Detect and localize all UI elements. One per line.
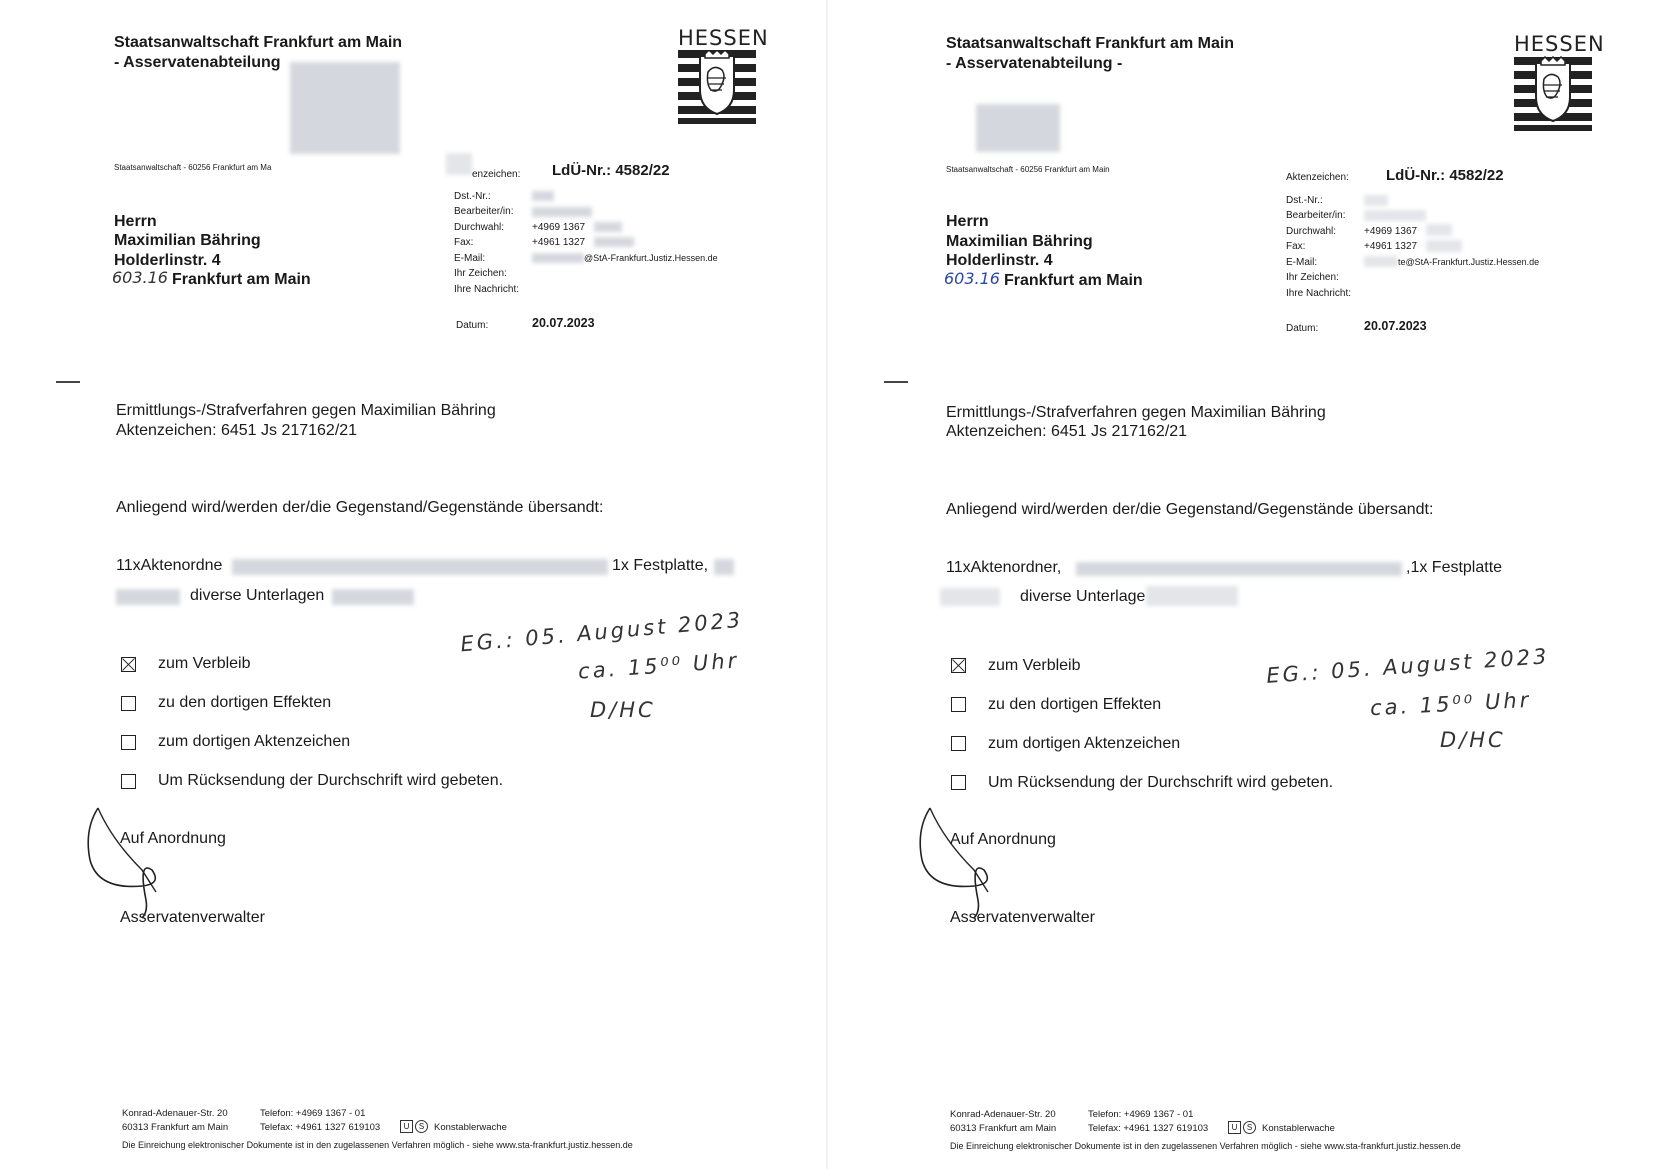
org-department: - Asservatenabteilung -: [946, 55, 1123, 72]
redaction-block: [1076, 562, 1402, 576]
redaction-block: [976, 104, 1060, 152]
aktenzeichen-label: Aktenzeichen:: [1286, 172, 1349, 183]
case-number: Aktenzeichen: 6451 Js 217162/21: [116, 422, 358, 439]
checkbox-verbleib-label: zum Verbleib: [158, 655, 251, 672]
redaction-block: [290, 62, 400, 154]
footer-street: Konrad-Adenauer-Str. 20: [950, 1109, 1056, 1120]
footer-street: Konrad-Adenauer-Str. 20: [122, 1108, 228, 1119]
redaction-block: [532, 207, 592, 217]
redaction-block: [940, 588, 1000, 606]
meta-fax-value: +4961 1327: [532, 237, 586, 248]
org-name: Staatsanwaltschaft Frankfurt am Main: [946, 35, 1235, 52]
ubahn-icon: U: [1228, 1121, 1241, 1134]
footer-city: 60313 Frankfurt am Main: [122, 1122, 229, 1133]
date-value: 20.07.2023: [1364, 319, 1427, 333]
meta-bearbeiter-label: Bearbeiter/in:: [454, 206, 514, 217]
checkbox-ruecksendung[interactable]: [121, 774, 136, 789]
recipient-name: Maximilian Bähring: [114, 232, 261, 249]
subject-line: Ermittlungs-/Strafverfahren gegen Maximilian Bähring: [116, 402, 496, 419]
handwritten-initials: D/HC: [590, 698, 656, 722]
meta-fax-value: +4961 1327: [1364, 241, 1418, 252]
redaction-block: [532, 253, 584, 263]
footer-fax: Telefax: +4961 1327 619103: [260, 1122, 381, 1133]
redaction-block: [532, 191, 554, 201]
signer-role: Asservatenverwalter: [120, 909, 265, 926]
hessen-coat-of-arms-icon: [678, 50, 756, 124]
hessen-coat-of-arms-icon: [1514, 56, 1592, 132]
redaction-block: [232, 559, 608, 575]
case-number: Aktenzeichen: 6451 Js 217162/21: [946, 423, 1188, 440]
meta-ihre-nachricht-label: Ihre Nachricht:: [1286, 288, 1352, 299]
meta-durchwahl-value: +4969 1367: [532, 222, 586, 233]
meta-ihr-zeichen-label: Ihr Zeichen:: [1286, 272, 1339, 283]
recipient-salutation: Herrn: [946, 213, 989, 230]
meta-email-label: E-Mail:: [454, 253, 486, 264]
redaction-block: [1146, 586, 1238, 606]
checkbox-effekten-label: zu den dortigen Effekten: [988, 696, 1162, 713]
recipient-street: Holderlinstr. 4: [114, 252, 221, 269]
sbahn-icon: S: [1243, 1121, 1256, 1134]
redaction-block: [1364, 195, 1388, 206]
footer-phone: Telefon: +4969 1367 - 01: [1088, 1109, 1194, 1120]
letter-page-right: [828, 0, 1654, 1169]
redaction-block: [1364, 210, 1426, 221]
redaction-block: [332, 589, 414, 605]
meta-durchwahl-label: Durchwahl:: [454, 222, 505, 233]
redaction-block: [116, 589, 180, 605]
handwritten-receipt-date: EG.: 05. August 2023: [1265, 644, 1551, 688]
redaction-block: [714, 559, 734, 575]
handwritten-receipt-time: ca. 15⁰⁰ Uhr: [577, 648, 740, 684]
footer-station: Konstablerwache: [1262, 1123, 1335, 1134]
recipient-city: Frankfurt am Main: [172, 271, 311, 288]
items-line-part2: ,1x Festplatte: [1406, 559, 1503, 576]
date-label: Datum:: [1286, 323, 1319, 334]
items-line-part1: 11xAktenordner,: [946, 559, 1062, 576]
sender-line: Staatsanwaltschaft - 60256 Frankfurt am Ma: [114, 163, 272, 172]
checkbox-effekten[interactable]: [951, 697, 966, 712]
fold-mark: [56, 381, 80, 383]
footer-fax: Telefax: +4961 1327 619103: [1088, 1123, 1209, 1134]
recipient-salutation: Herrn: [114, 213, 157, 230]
checkbox-aktenzeichen[interactable]: [121, 735, 136, 750]
items-line2: diverse Unterlagen: [190, 587, 325, 604]
redaction-block: [594, 237, 634, 247]
fold-mark: [884, 381, 908, 383]
signature-scribble: [914, 800, 1014, 920]
recipient-name: Maximilian Bähring: [946, 233, 1093, 250]
checkbox-verbleib[interactable]: [951, 658, 966, 673]
ubahn-icon: U: [400, 1120, 413, 1133]
meta-email-label: E-Mail:: [1286, 257, 1318, 268]
checkbox-verbleib-label: zum Verbleib: [988, 657, 1081, 674]
auf-anordnung: Auf Anordnung: [950, 831, 1056, 848]
meta-fax-label: Fax:: [1286, 241, 1306, 252]
org-department: - Asservatenabteilung: [114, 54, 281, 71]
meta-durchwahl-label: Durchwahl:: [1286, 226, 1337, 237]
meta-email-value: te@StA-Frankfurt.Justiz.Hessen.de: [1398, 257, 1540, 267]
subject-line: Ermittlungs-/Strafverfahren gegen Maximilian Bähring: [946, 404, 1326, 421]
logo-text: HESSEN: [678, 26, 769, 50]
reference-number: LdÜ-Nr.: 4582/22: [1386, 167, 1504, 184]
signature-scribble: [82, 800, 182, 920]
recipient-street: Holderlinstr. 4: [946, 252, 1053, 269]
redaction-block: [1426, 240, 1462, 252]
handwritten-initials: D/HC: [1440, 728, 1506, 752]
postcode-handwritten: 603.16: [112, 268, 168, 287]
intro-text: Anliegend wird/werden der/die Gegenstand/Gegenstände übersandt:: [946, 501, 1434, 518]
meta-ihre-nachricht-label: Ihre Nachricht:: [454, 284, 520, 295]
aktenzeichen-label: enzeichen:: [472, 169, 521, 180]
handwritten-receipt-time: ca. 15⁰⁰ Uhr: [1369, 687, 1532, 721]
logo-text: HESSEN: [1514, 32, 1605, 56]
meta-durchwahl-value: +4969 1367: [1364, 226, 1418, 237]
intro-text: Anliegend wird/werden der/die Gegenstand/Gegenstände übersandt:: [116, 499, 604, 516]
meta-bearbeiter-label: Bearbeiter/in:: [1286, 210, 1346, 221]
date-value: 20.07.2023: [532, 316, 595, 330]
checkbox-ruecksendung-label: Um Rücksendung der Durchschrift wird gebeten.: [158, 772, 504, 789]
sender-line: Staatsanwaltschaft - 60256 Frankfurt am Main: [946, 165, 1110, 174]
org-name: Staatsanwaltschaft Frankfurt am Main: [114, 34, 403, 51]
checkbox-aktenzeichen[interactable]: [951, 736, 966, 751]
items-line2: diverse Unterlage: [1020, 588, 1146, 605]
redaction-block: [594, 222, 622, 232]
hessen-logo: [678, 26, 769, 129]
checkbox-ruecksendung[interactable]: [951, 775, 966, 790]
items-line-part2: 1x Festplatte,: [612, 557, 709, 574]
redaction-block: [1364, 256, 1398, 267]
footer-city: 60313 Frankfurt am Main: [950, 1123, 1057, 1134]
footer-phone: Telefon: +4969 1367 - 01: [260, 1108, 366, 1119]
footer-note: Die Einreichung elektronischer Dokumente ist in den zugelassenen Verfahren möglich - siehe www.sta-frankfurt.justiz.hessen.de: [950, 1141, 1461, 1151]
checkbox-verbleib[interactable]: [121, 657, 136, 672]
footer-note: Die Einreichung elektronischer Dokumente ist in den zugelassenen Verfahren möglich - siehe www.sta-frankfurt.justiz.hessen.de: [122, 1140, 633, 1150]
sbahn-icon: S: [415, 1120, 428, 1133]
checkbox-aktenzeichen-label: zum dortigen Aktenzeichen: [158, 733, 351, 750]
meta-dst-label: Dst.-Nr.:: [454, 191, 491, 202]
checkbox-ruecksendung-label: Um Rücksendung der Durchschrift wird gebeten.: [988, 774, 1334, 791]
redaction-block: [1426, 224, 1452, 236]
meta-ihr-zeichen-label: Ihr Zeichen:: [454, 268, 507, 279]
footer-station: Konstablerwache: [434, 1122, 507, 1133]
recipient-city: Frankfurt am Main: [1004, 272, 1143, 289]
letter-page-left: [0, 0, 826, 1169]
checkbox-effekten-label: zu den dortigen Effekten: [158, 694, 332, 711]
handwritten-receipt-date: EG.: 05. August 2023: [459, 607, 745, 657]
postcode-handwritten: 603.16: [944, 269, 1000, 288]
date-label: Datum:: [456, 320, 489, 331]
auf-anordnung: Auf Anordnung: [120, 830, 226, 847]
meta-dst-label: Dst.-Nr.:: [1286, 195, 1323, 206]
meta-email-value: @StA-Frankfurt.Justiz.Hessen.de: [584, 253, 718, 263]
checkbox-effekten[interactable]: [121, 696, 136, 711]
redaction-block: [446, 153, 472, 175]
reference-number: LdÜ-Nr.: 4582/22: [552, 162, 670, 179]
meta-fax-label: Fax:: [454, 237, 474, 248]
signer-role: Asservatenverwalter: [950, 909, 1095, 926]
items-line-part1: 11xAktenordne: [116, 557, 223, 574]
checkbox-aktenzeichen-label: zum dortigen Aktenzeichen: [988, 735, 1181, 752]
hessen-logo: [1514, 32, 1605, 137]
